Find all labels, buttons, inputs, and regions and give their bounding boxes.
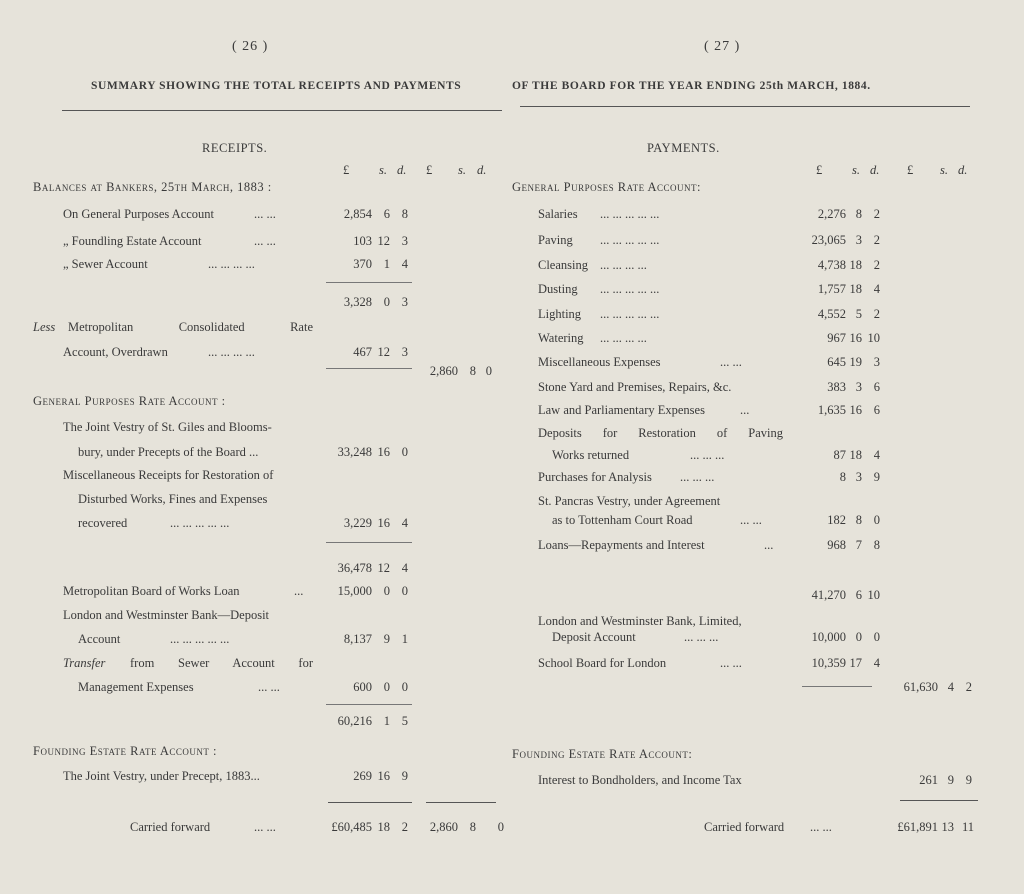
payment-row-shillings: 18 — [849, 258, 862, 272]
payment-row-dots: ... — [740, 403, 750, 417]
lw-pounds: 8,137 — [343, 632, 372, 646]
pay-gp-total-pence: 2 — [965, 680, 972, 694]
fe-payments-shillings: 9 — [947, 773, 954, 787]
mbw-dots: ... — [294, 584, 304, 598]
bal2-dots: ... ... — [254, 234, 276, 248]
payments-col-pence: d. — [870, 163, 880, 177]
receipts-col2-pence: d. — [477, 163, 487, 177]
payment-row-label: Cleansing — [538, 258, 588, 272]
sb-pounds: 10,359 — [811, 656, 846, 670]
mr-pounds: 3,229 — [343, 516, 372, 530]
bal-total-shillings: 8 — [469, 364, 476, 378]
payment-row-label: Dusting — [538, 282, 578, 296]
bal3-label: „ Sewer Account — [63, 257, 148, 271]
bal1-pence: 8 — [401, 207, 408, 221]
less-dots: ... ... ... ... — [208, 345, 255, 359]
payments-col-shillings: s. — [852, 163, 860, 177]
pa-pence: 9 — [873, 470, 880, 484]
jv-shillings: 16 — [377, 445, 390, 459]
mbw-label: Metropolitan Board of Works Loan — [63, 584, 240, 598]
fe-receipts-pounds: 269 — [353, 769, 372, 783]
jv-pounds: 33,248 — [337, 445, 372, 459]
sub3-pounds: 60,216 — [337, 714, 372, 728]
fe-receipts-line: The Joint Vestry, under Precept, 1883... — [63, 769, 260, 783]
loans-label: Loans—Repayments and Interest — [538, 538, 705, 552]
transfer-dots: ... ... — [258, 680, 280, 694]
sub2-shillings: 12 — [377, 561, 390, 575]
mr-line3: recovered — [78, 516, 128, 530]
dep-pounds: 87 — [833, 448, 846, 462]
receipts-cf-total-pounds: 2,860 — [429, 820, 458, 834]
title-rule-right — [520, 106, 970, 107]
receipts-col2-shillings: s. — [458, 163, 466, 177]
transfer-pounds: 600 — [353, 680, 372, 694]
pay-sub1-shillings: 6 — [855, 588, 862, 602]
sub3-shillings: 1 — [383, 714, 390, 728]
loans-pounds: 968 — [827, 538, 846, 552]
less-rule — [326, 368, 412, 369]
payments-cf-label: Carried forward — [704, 820, 785, 834]
payment-row-label: Watering — [538, 331, 584, 345]
mr-shillings: 16 — [377, 516, 390, 530]
bal2-label: „ Foundling Estate Account — [63, 234, 202, 248]
dep-pence: 4 — [873, 448, 880, 462]
pa-dots: ... ... ... — [680, 470, 715, 484]
pa-shillings: 3 — [855, 470, 862, 484]
pay-gp-total-shillings: 4 — [947, 680, 954, 694]
pay-cf-rule — [900, 800, 978, 801]
less-shillings: 12 — [377, 345, 390, 359]
fe-payments-heading: Founding Estate Rate Account: — [512, 747, 693, 761]
mr-dots: ... ... ... ... ... — [170, 516, 230, 530]
payment-row-dots: ... ... — [720, 355, 742, 369]
payments-col2-shillings: s. — [940, 163, 948, 177]
receipts-col-pounds: £ — [343, 163, 350, 177]
payment-row-pounds: 23,065 — [811, 233, 846, 247]
receipts-cf-pounds: £60,485 — [331, 820, 372, 834]
receipts-heading: RECEIPTS. — [202, 141, 268, 155]
payment-row-shillings: 16 — [849, 403, 862, 417]
lw-line1: London and Westminster Bank—Deposit — [63, 608, 270, 622]
sub1-pounds: 3,328 — [343, 295, 372, 309]
pa-pounds: 8 — [839, 470, 846, 484]
less-pounds: 467 — [353, 345, 372, 359]
payment-row-shillings: 8 — [855, 207, 862, 221]
transfer-shillings: 0 — [383, 680, 390, 694]
payments-cf-shillings: 13 — [941, 820, 954, 834]
less-line2: Account, Overdrawn — [63, 345, 168, 359]
balances-heading: Balances at Bankers, 25th March, 1883 : — [33, 180, 272, 194]
mbw-pence: 0 — [401, 584, 408, 598]
less-line1: Metropolitan Consolidated Rate — [68, 320, 313, 334]
title-right: OF THE BOARD FOR THE YEAR ENDING 25th MARCH, 1884. — [512, 80, 871, 92]
payments-cf-dots: ... ... — [810, 820, 832, 834]
payment-row-dots: ... ... ... ... — [600, 331, 647, 345]
mr-line1: Miscellaneous Receipts for Restoration of — [63, 468, 274, 482]
dep-shillings: 18 — [849, 448, 862, 462]
fe-receipts-heading: Founding Estate Rate Account : — [33, 744, 218, 758]
less-pence: 3 — [401, 345, 408, 359]
bal1-dots: ... ... — [254, 207, 276, 221]
bal3-shillings: 1 — [383, 257, 390, 271]
page-number-left: ( 26 ) — [232, 39, 269, 54]
dep-line1: Deposits for Restoration of Paving — [538, 426, 783, 440]
payment-row-pounds: 645 — [827, 355, 846, 369]
sb-dots: ... ... — [720, 656, 742, 670]
payment-row-pounds: 1,635 — [817, 403, 846, 417]
fe-receipts-shillings: 16 — [377, 769, 390, 783]
payment-row-shillings: 3 — [855, 380, 862, 394]
sub2-rule — [326, 542, 412, 543]
loans-shillings: 7 — [855, 538, 862, 552]
pay-lw-dots: ... ... ... — [684, 630, 719, 644]
transfer-pence: 0 — [401, 680, 408, 694]
pay-sub1-pounds: 41,270 — [811, 588, 846, 602]
payment-row-label: Paving — [538, 233, 573, 247]
page-number-right: ( 27 ) — [704, 39, 741, 54]
sub2-pence: 4 — [401, 561, 408, 575]
receipts-cf-total-pence: 0 — [497, 820, 504, 834]
mbw-shillings: 0 — [383, 584, 390, 598]
jv-pence: 0 — [401, 445, 408, 459]
pay-gp-total-rule — [802, 686, 872, 687]
pay-lw-line2: Deposit Account — [552, 630, 636, 644]
payment-row-pounds: 4,738 — [817, 258, 846, 272]
payment-row-dots: ... ... ... ... ... — [600, 307, 660, 321]
receipts-cf-pence: 2 — [401, 820, 408, 834]
sb-shillings: 17 — [849, 656, 862, 670]
bal1-pounds: 2,854 — [343, 207, 372, 221]
receipts-cf-dots: ... ... — [254, 820, 276, 834]
payments-col2-pence: d. — [958, 163, 968, 177]
sb-pence: 4 — [873, 656, 880, 670]
payments-cf-pounds: £61,891 — [897, 820, 938, 834]
gp-receipts-heading: General Purposes Rate Account : — [33, 394, 226, 408]
sp-dots: ... ... — [740, 513, 762, 527]
payment-row-shillings: 18 — [849, 282, 862, 296]
mr-pence: 4 — [401, 516, 408, 530]
lw-shillings: 9 — [383, 632, 390, 646]
payment-row-dots: ... ... ... ... — [600, 258, 647, 272]
payment-row-pounds: 4,552 — [817, 307, 846, 321]
receipts-col-pence: d. — [397, 163, 407, 177]
payments-heading: PAYMENTS. — [647, 141, 720, 155]
sub1-shillings: 0 — [383, 295, 390, 309]
pay-lw-line1: London and Westminster Bank, Limited, — [538, 614, 742, 628]
title-left: SUMMARY SHOWING THE TOTAL RECEIPTS AND PAYMENTS — [91, 80, 462, 92]
payment-row-pence: 3 — [873, 355, 880, 369]
payment-row-label: Stone Yard and Premises, Repairs, &c. — [538, 380, 732, 394]
payment-row-pounds: 1,757 — [817, 282, 846, 296]
payment-row-label: Law and Parliamentary Expenses — [538, 403, 705, 417]
receipts-cf-shillings: 18 — [377, 820, 390, 834]
pay-lw-pounds: 10,000 — [811, 630, 846, 644]
sub3-rule — [326, 704, 412, 705]
lw-dots: ... ... ... ... ... — [170, 632, 230, 646]
payment-row-shillings: 19 — [849, 355, 862, 369]
payment-row-label: Miscellaneous Expenses — [538, 355, 661, 369]
payment-row-pence: 6 — [873, 380, 880, 394]
sub1-rule — [326, 282, 412, 283]
payment-row-pounds: 383 — [827, 380, 846, 394]
bal-total-pounds: 2,860 — [429, 364, 458, 378]
bal3-pence: 4 — [401, 257, 408, 271]
sp-pounds: 182 — [827, 513, 846, 527]
sp-pence: 0 — [873, 513, 880, 527]
pay-gp-total-pounds: 61,630 — [903, 680, 938, 694]
fe-receipts-pence: 9 — [401, 769, 408, 783]
bal3-pounds: 370 — [353, 257, 372, 271]
cf-rule-2 — [426, 802, 496, 803]
payment-row-pence: 2 — [873, 258, 880, 272]
title-rule-left — [62, 110, 502, 111]
receipts-col2-pounds: £ — [426, 163, 433, 177]
payment-row-pence: 10 — [867, 331, 880, 345]
payment-row-pence: 2 — [873, 207, 880, 221]
payment-row-pounds: 2,276 — [817, 207, 846, 221]
sub3-pence: 5 — [401, 714, 408, 728]
receipts-col-shillings: s. — [379, 163, 387, 177]
sp-line1: St. Pancras Vestry, under Agreement — [538, 494, 721, 508]
jv-line1: The Joint Vestry of St. Giles and Blooms- — [63, 420, 272, 434]
payments-col-pounds: £ — [816, 163, 823, 177]
payment-row-label: Salaries — [538, 207, 578, 221]
bal1-shillings: 6 — [383, 207, 390, 221]
fe-payments-pounds: 261 — [919, 773, 938, 787]
cf-rule-1 — [328, 802, 412, 803]
bal-total-pence: 0 — [485, 364, 492, 378]
sp-shillings: 8 — [855, 513, 862, 527]
receipts-cf-label: Carried forward — [130, 820, 211, 834]
bal2-pence: 3 — [401, 234, 408, 248]
payment-row-shillings: 5 — [855, 307, 862, 321]
payments-col2-pounds: £ — [907, 163, 914, 177]
sub1-pence: 3 — [401, 295, 408, 309]
bal3-dots: ... ... ... ... — [208, 257, 255, 271]
dep-line2: Works returned — [552, 448, 630, 462]
loans-pence: 8 — [873, 538, 880, 552]
payment-row-dots: ... ... ... ... ... — [600, 282, 660, 296]
mbw-pounds: 15,000 — [337, 584, 372, 598]
pay-lw-shillings: 0 — [855, 630, 862, 644]
payment-row-pence: 2 — [873, 307, 880, 321]
lw-line2: Account — [78, 632, 121, 646]
pay-lw-pence: 0 — [873, 630, 880, 644]
mr-line2: Disturbed Works, Fines and Expenses — [78, 492, 268, 506]
payment-row-label: Lighting — [538, 307, 582, 321]
jv-line2: bury, under Precepts of the Board ... — [78, 445, 259, 459]
receipts-cf-total-shillings: 8 — [469, 820, 476, 834]
pa-label: Purchases for Analysis — [538, 470, 652, 484]
bal2-shillings: 12 — [377, 234, 390, 248]
payment-row-pence: 4 — [873, 282, 880, 296]
payment-row-shillings: 3 — [855, 233, 862, 247]
payment-row-dots: ... ... ... ... ... — [600, 207, 660, 221]
payment-row-pence: 2 — [873, 233, 880, 247]
loans-dots: ... — [764, 538, 774, 552]
bal2-pounds: 103 — [353, 234, 372, 248]
bal1-label: On General Purposes Account — [63, 207, 215, 221]
lw-pence: 1 — [401, 632, 408, 646]
transfer-line2: Management Expenses — [78, 680, 194, 694]
sp-line2: as to Tottenham Court Road — [552, 513, 693, 527]
pay-sub1-pence: 10 — [867, 588, 880, 602]
dep-dots: ... ... ... — [690, 448, 725, 462]
payment-row-pounds: 967 — [827, 331, 846, 345]
payment-row-dots: ... ... ... ... ... — [600, 233, 660, 247]
gp-payments-heading: General Purposes Rate Account: — [512, 180, 702, 194]
payment-row-pence: 6 — [873, 403, 880, 417]
transfer-word: Transfer — [63, 656, 106, 670]
transfer-line1: from Sewer Account for — [130, 656, 313, 670]
less-word: Less — [33, 320, 56, 334]
sb-label: School Board for London — [538, 656, 667, 670]
sub2-pounds: 36,478 — [337, 561, 372, 575]
payments-cf-pence: 11 — [961, 820, 974, 834]
payment-row-shillings: 16 — [849, 331, 862, 345]
fe-payments-pence: 9 — [965, 773, 972, 787]
fe-payments-line: Interest to Bondholders, and Income Tax — [538, 773, 742, 787]
